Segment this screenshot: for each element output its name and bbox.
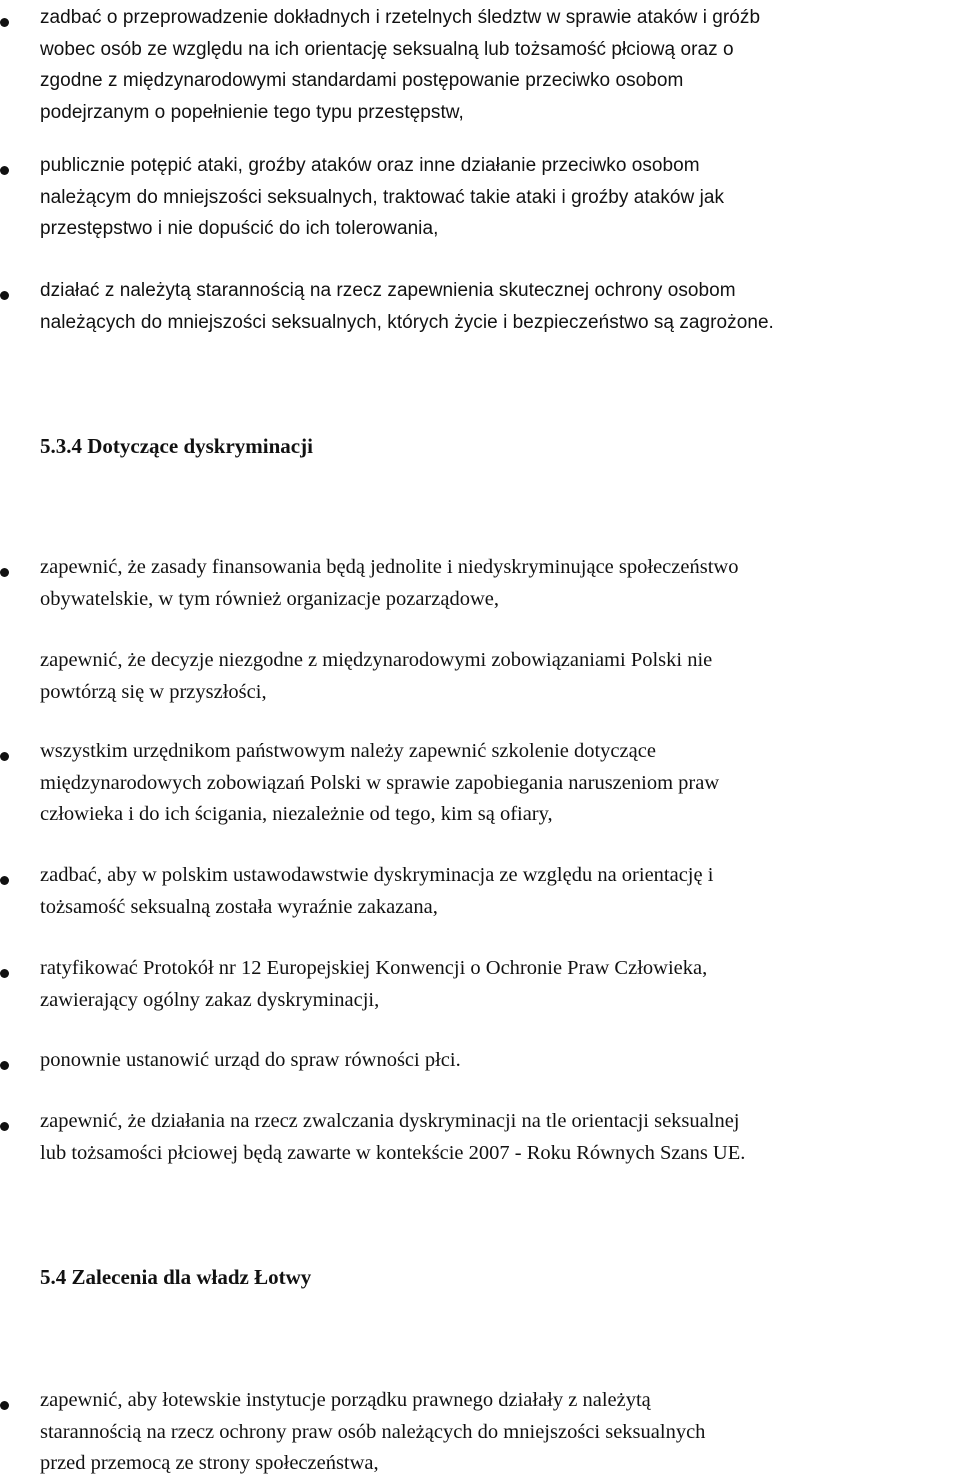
- list-item-text: zapewnić, że decyzje niezgodne z międzynarodowymi zobowiązaniami Polski nie powtórzą się w przyszłości,: [40, 649, 713, 703]
- section-heading: 5.3.4 Dotyczące dyskryminacji: [40, 434, 313, 458]
- list-item-text: ratyfikować Protokół nr 12 Europejskiej Konwencji o Ochronie Praw Człowieka, zawierający ogólny zakaz dyskryminacji,: [40, 957, 708, 1011]
- section-heading: 5.4 Zalecenia dla władz Łotwy: [40, 1265, 312, 1289]
- list-item-text: zapewnić, że zasady finansowania będą jednolite i niedyskryminujące społeczeństwo obywatelskie, w tym również organizacje pozarządowe,: [40, 556, 739, 610]
- list-item-text: zadbać, aby w polskim ustawodawstwie dyskryminacja ze względu na orientację i tożsamość seksualną została wyraźnie zakazana,: [40, 864, 714, 918]
- bullet-icon: [0, 18, 9, 27]
- list-item-text: publicznie potępić ataki, groźby ataków oraz inne działanie przeciwko osobom należącym do mniejszości seksualnych, traktować takie ataki i groźby ataków jak przestępstwo i nie dopuścić do ich tolerowania,: [40, 155, 725, 239]
- bullet-icon: [0, 752, 9, 761]
- bullet-icon: [0, 166, 9, 175]
- list-item-text: zapewnić, aby łotewskie instytucje porządku prawnego działały z należytą starannością na rzecz ochrony praw osób należących do mniejszości seksualnych przed przemocą ze strony społeczeństwa,: [40, 1389, 706, 1474]
- list-item-text: zadbać o przeprowadzenie dokładnych i rzetelnych śledztw w sprawie ataków i gróźb wobec osób ze względu na ich orientację seksualną lub tożsamość płciową oraz o zgodne z międzynarodowymi standardami postępowanie przeciwko osobom podejrzanym o popełnienie tego typu przestępstw,: [40, 7, 761, 123]
- bullet-icon: [0, 1061, 9, 1070]
- list-item-text: wszystkim urzędnikom państwowym należy zapewnić szkolenie dotyczące międzynarodowych zobowiązań Polski w sprawie zapobiegania naruszeniom praw człowieka i do ich ścigania, niezależnie od tego, kim są ofiary,: [40, 740, 720, 825]
- list-item-text: zapewnić, że działania na rzecz zwalczania dyskryminacji na tle orientacji seksualnej lub tożsamości płciowej będą zawarte w kontekście 2007 - Roku Równych Szans UE.: [40, 1110, 746, 1164]
- bullet-icon: [0, 568, 9, 577]
- bullet-icon: [0, 969, 9, 978]
- list-item-text: ponownie ustanowić urząd do spraw równości płci.: [40, 1049, 461, 1071]
- bullet-icon: [0, 1401, 9, 1410]
- bullet-icon: [0, 876, 9, 885]
- bullet-icon: [0, 1122, 9, 1131]
- bullet-icon: [0, 291, 9, 300]
- list-item-text: działać z należytą starannością na rzecz zapewnienia skutecznej ochrony osobom należących do mniejszości seksualnych, których życie i bezpieczeństwo są zagrożone.: [40, 280, 774, 333]
